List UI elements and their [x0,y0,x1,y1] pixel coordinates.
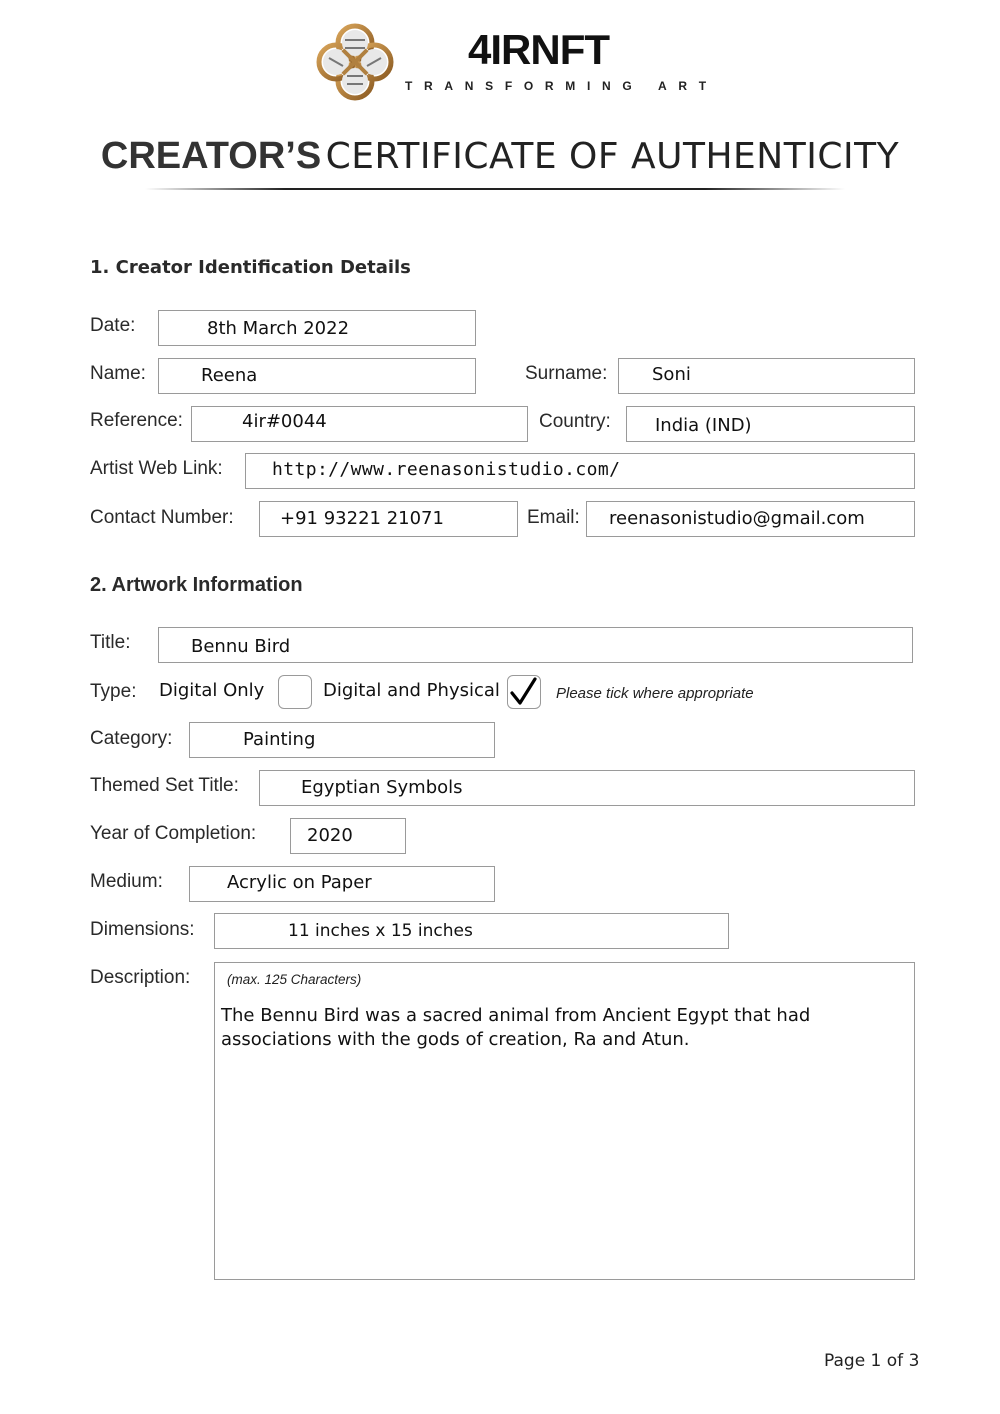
contact-value: +91 93221 21071 [280,508,444,529]
date-label: Date: [90,315,136,336]
description-label: Description: [90,967,191,988]
email-value: reenasonistudio@gmail.com [609,508,865,529]
page-title-bold: CREATOR’S [100,135,322,177]
description-hint: (max. 125 Characters) [227,972,362,987]
page-number: Page 1 of 3 [824,1351,920,1371]
web-link-value: http://www.reenasonistudio.com/ [272,459,621,480]
category-label: Category: [90,728,173,749]
country-value: India (IND) [655,415,752,436]
year-label: Year of Completion: [90,823,257,844]
surname-label: Surname: [525,363,608,384]
title-divider [145,188,845,190]
dimensions-value: 11 inches x 15 inches [288,921,473,941]
brand-name: 4IRNFT [468,26,609,73]
surname-value: Soni [652,364,691,385]
page-title-regular: CERTIFICATE OF AUTHENTICITY [325,136,900,177]
name-label: Name: [90,363,146,384]
title-value: Bennu Bird [191,636,291,657]
year-value: 2020 [307,825,353,846]
digital-only-checkbox[interactable] [278,675,312,709]
type-label: Type: [90,681,137,702]
medium-label: Medium: [90,871,163,892]
email-label: Email: [527,507,580,528]
digital-only-label: Digital Only [159,680,265,701]
checkmark-icon [507,675,541,709]
brand-tagline: TRANSFORMING ART [405,79,718,93]
category-value: Painting [243,729,316,750]
digital-physical-checkbox[interactable] [507,675,541,709]
reference-value: 4ir#0044 [242,411,327,432]
themed-set-label: Themed Set Title: [90,775,239,796]
name-value: Reena [201,365,258,386]
tick-note: Please tick where appropriate [556,685,754,702]
page-title [0,135,1000,178]
medium-value: Acrylic on Paper [227,872,372,893]
section-heading-artwork: 2. Artwork Information [90,574,303,596]
contact-label: Contact Number: [90,507,234,528]
section-heading-creator: 1. Creator Identification Details [90,257,411,278]
themed-set-value: Egyptian Symbols [301,777,463,798]
logo-emblem-icon [315,22,395,102]
digital-physical-label: Digital and Physical [323,680,500,701]
category-field[interactable] [189,722,495,758]
date-value: 8th March 2022 [207,318,350,339]
web-link-label: Artist Web Link: [90,458,223,479]
description-text: The Bennu Bird was a sacred animal from Ancient Egypt that had associations with the gods of creation, Ra and Atun. [221,1005,811,1050]
country-label: Country: [539,411,611,432]
reference-label: Reference: [90,410,183,431]
title-label: Title: [90,632,131,653]
dimensions-label: Dimensions: [90,919,195,940]
